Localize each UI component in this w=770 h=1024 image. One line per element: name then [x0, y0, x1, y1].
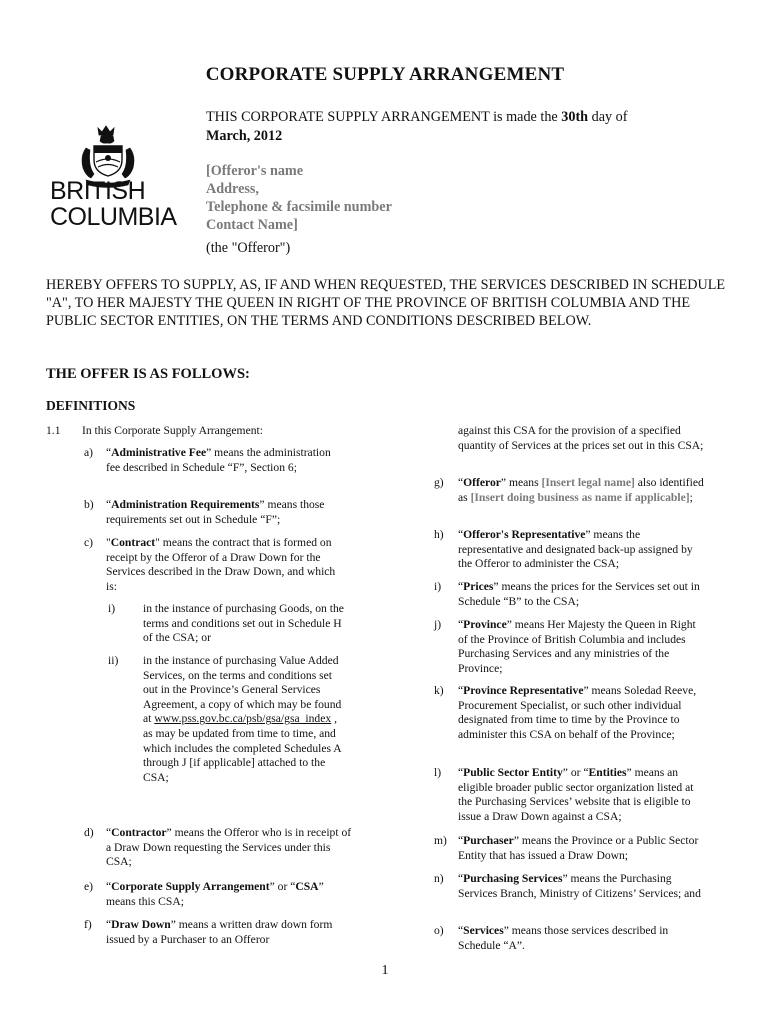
hereby-offers-paragraph: HEREBY OFFERS TO SUPPLY, AS, IF AND WHEN REQUESTED, THE SERVICES DESCRIBED IN SCHEDULE "A", TO HER MAJESTY THE QUEEN IN RIGHT OF THE PROVINCE OF BRITISH COLUMBIA AND THE PUBLIC SECTOR ENTITIES, ON THE TERMS AND CONDITIONS DESCRIBED BELOW.: [46, 277, 726, 329]
contract-subitem-goods: in the instance of purchasing Goods, on the terms and conditions set out in Schedule H of the CSA; or: [143, 602, 344, 645]
intro-prefix: THIS CORPORATE SUPPLY ARRANGEMENT is made the: [206, 109, 562, 125]
clause-text: In this Corporate Supply Arrangement:: [82, 424, 263, 437]
definition-prices: “Prices” means the prices for the Services set out in Schedule “B” to the CSA;: [458, 580, 700, 608]
item-label: i): [434, 580, 442, 593]
document-title: CORPORATE SUPPLY ARRANGEMENT: [205, 64, 565, 85]
item-label: o): [434, 924, 444, 937]
definition-administrative-fee: “Administrative Fee” means the administration fee described in Schedule “F”, Section 6;: [106, 446, 331, 474]
item-label: b): [84, 498, 94, 511]
item-label: f): [84, 918, 92, 931]
offer-heading: THE OFFER IS AS FOLLOWS:: [46, 366, 250, 382]
item-label: m): [434, 834, 447, 847]
item-label: a): [84, 446, 94, 459]
offeror-note: (the "Offeror"): [206, 240, 291, 256]
placeholder-line: Telephone & facsimile number: [206, 199, 392, 215]
definition-province: “Province” means Her Majesty the Queen in Right of the Province of British Columbia and includes Purchasing Services and any ministries of the Province;: [458, 618, 696, 675]
definitions-heading: DEFINITIONS: [46, 398, 136, 413]
item-label: h): [434, 528, 444, 541]
gsa-link[interactable]: www.pss.gov.bc.ca/psb/gsa/gsa_index: [154, 712, 332, 726]
logo-line-1: BRITISH: [50, 177, 146, 205]
item-label: i): [108, 602, 116, 615]
placeholder-line: [Offeror's name: [206, 163, 304, 179]
item-label: l): [434, 766, 442, 779]
item-label: ii): [108, 654, 119, 667]
placeholder-line: Contact Name]: [206, 217, 298, 233]
definition-csa: “Corporate Supply Arrangement” or “CSA” means this CSA;: [106, 880, 324, 908]
page-number: 1: [381, 963, 389, 978]
definition-draw-down: “Draw Down” means a written draw down form issued by a Purchaser to an Offeror: [106, 918, 333, 946]
definition-purchasing-services: “Purchasing Services” means the Purchasing Services Branch, Ministry of Citizens’ Services; and: [458, 872, 701, 900]
intro-date: March, 2012: [206, 128, 283, 144]
logo-wordmark: [50, 178, 177, 230]
definition-contractor: “Contractor” means the Offeror who is in receipt of a Draw Down requesting the Services under this CSA;: [106, 826, 352, 869]
definition-administration-requirements: “Administration Requirements” means those requirements set out in Schedule “F”;: [106, 498, 325, 526]
item-label: g): [434, 476, 444, 489]
placeholder-line: Address,: [206, 181, 259, 197]
definition-purchaser: “Purchaser” means the Province or a Public Sector Entity that has issued a Draw Down;: [458, 834, 699, 862]
item-label: e): [84, 880, 94, 893]
definition-contract: "Contract" means the contract that is formed on receipt by the Offeror of a Draw Down for the Services described in the Draw Down, and which is:: [106, 536, 336, 593]
clause-number: 1.1: [46, 424, 61, 437]
intro-paragraph: [206, 108, 686, 146]
contract-subitem-value-added: in the instance of purchasing Value Added Services, on the terms and conditions set out in the Province’s General Services Agreement, a copy of which may be found at www.pss.gov.bc.ca/psb/gsa/gsa_index , as may be updated from time to time, and which includes the completed Schedules A through J [if applicable] attached to the CSA;: [143, 654, 342, 784]
item-label: j): [434, 618, 442, 631]
intro-middle: day of: [588, 109, 628, 125]
item-label: c): [84, 536, 94, 549]
offeror-placeholder: [206, 162, 392, 234]
intro-day: 30th: [561, 109, 589, 125]
item-label: n): [434, 872, 444, 885]
draw-down-continued: against this CSA for the provision of a specified quantity of Services at the prices set out in this CSA;: [458, 424, 704, 452]
definition-offerors-representative: “Offeror's Representative” means the representative and designated back-up assigned by the Offeror to administer the CSA;: [458, 528, 693, 571]
definition-public-sector-entity: “Public Sector Entity” or “Entities” means an eligible broader public sector organization listed at the Purchasing Services’ website that is eligible to issue a Draw Down against a CSA;: [458, 766, 694, 823]
definition-offeror: “Offeror” means [Insert legal name] also identified as [Insert doing business as name if applicable];: [458, 476, 704, 504]
item-label: d): [84, 826, 94, 839]
logo-line-2: COLUMBIA: [50, 203, 177, 231]
definition-services: “Services” means those services described in Schedule “A”.: [458, 924, 669, 952]
definition-province-representative: “Province Representative” means Soledad Reeve, Procurement Specialist, or such other individual designated from time to time by the Province to administer this CSA on behalf of the Province;: [458, 684, 697, 741]
item-label: k): [434, 684, 444, 697]
